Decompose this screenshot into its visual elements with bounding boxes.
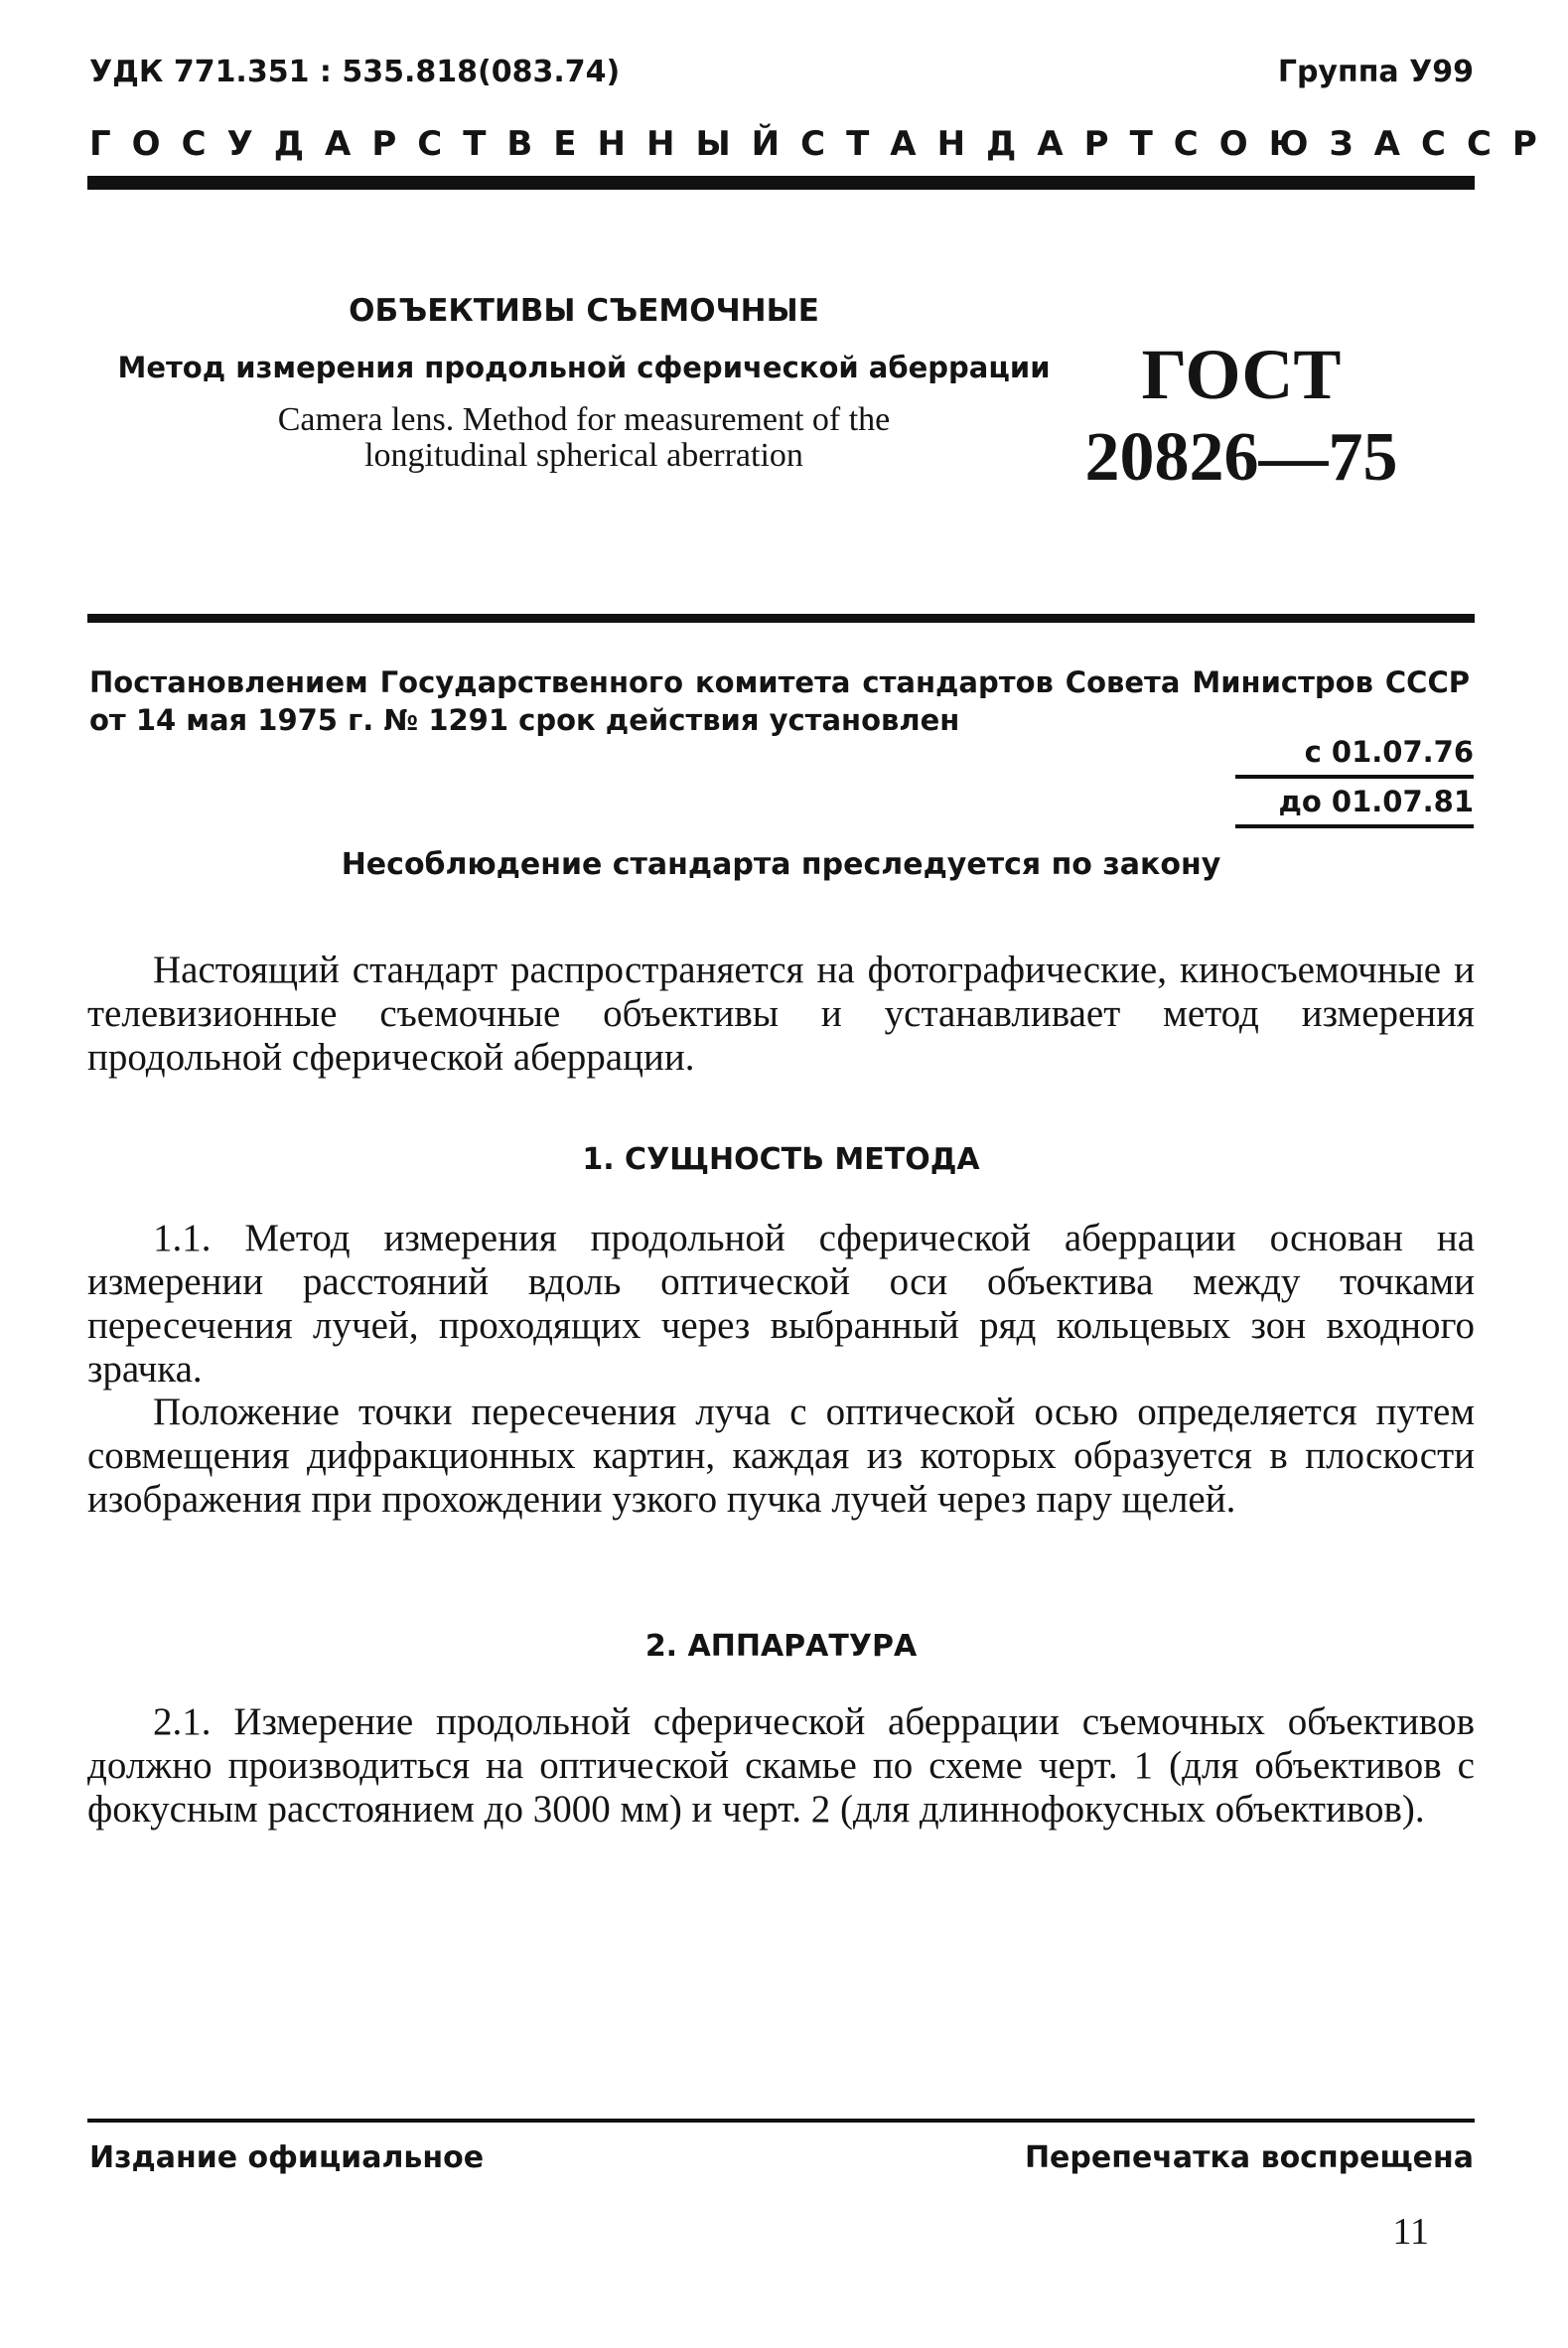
title-rule	[87, 614, 1475, 623]
gost-number: 20826—75	[1084, 419, 1398, 496]
document-title: ОБЪЕКТИВЫ СЪЕМОЧНЫЕ	[349, 293, 819, 329]
section-heading: 2. АППАРАТУРА	[644, 1629, 918, 1664]
document-subtitle: Метод измерения продольной сферической аберрации	[117, 351, 1051, 384]
section-heading: 1. СУЩНОСТЬ МЕТОДА	[582, 1142, 980, 1177]
group-code: Группа У99	[1277, 55, 1474, 89]
paragraph: 2.1. Измерение продольной сферической аберрации съемочных объективов должно производиться на оптической скамье по схеме черт. 1 (для объективов с фокусным расстоянием до 3000 мм) и черт. 2 (для длиннофокусных объективов).	[87, 1700, 1475, 1831]
english-title-line: Camera lens. Method for measurement of the	[277, 401, 891, 438]
paragraph: 1.1. Метод измерения продольной сферической аберрации основан на измерении расстояний вдоль оптической оси объектива между точками пересечения лучей, проходящих через выбранный ряд кольцевых зон входного зрачка.	[87, 1217, 1475, 1391]
banner-word: ССР	[1421, 124, 1558, 164]
gost-label: ГОСТ	[1141, 335, 1342, 414]
banner-word: СОЮЗА	[1173, 124, 1421, 164]
page-number: 11	[1392, 2211, 1429, 2253]
resolution-text: Постановлением Государственного комитета стандартов Совета Министров СССР от 14 мая 1975 г. № 1291 срок действия установлен	[89, 665, 1470, 737]
banner-word: СТАНДАРТ	[800, 124, 1174, 164]
state-standard-banner	[89, 124, 1558, 164]
title-block	[87, 293, 1080, 474]
edition-note: Издание официальное	[89, 2140, 485, 2175]
valid-from: с 01.07.76	[1235, 733, 1474, 779]
reprint-note: Перепечатка воспрещена	[1024, 2140, 1474, 2175]
gost-designation	[1072, 333, 1410, 500]
validity-period	[1235, 733, 1474, 828]
udk-code: УДК 771.351 : 535.818(083.74)	[89, 55, 621, 89]
intro-paragraph: Настоящий стандарт распространяется на фотографические, киносъемочные и телевизионные съемочные объективы и устанавливает метод измерения продольной сферической аберрации.	[87, 949, 1475, 1079]
banner-word: ГОСУДАРСТВЕННЫЙ	[89, 124, 801, 164]
english-title-line: longitudinal spherical aberration	[364, 437, 803, 474]
footer-rule	[87, 2119, 1475, 2123]
paragraph: Положение точки пересечения луча с оптической осью определяется путем совмещения дифракционных картин, каждая из которых образуется в плоскости изображения при прохождении узкого пучка лучей через пару щелей.	[87, 1391, 1475, 1521]
english-title	[87, 402, 1080, 474]
header-rule	[87, 176, 1475, 190]
valid-to: до 01.07.81	[1235, 783, 1474, 828]
legal-notice: Несоблюдение стандарта преследуется по закону	[341, 847, 1221, 882]
